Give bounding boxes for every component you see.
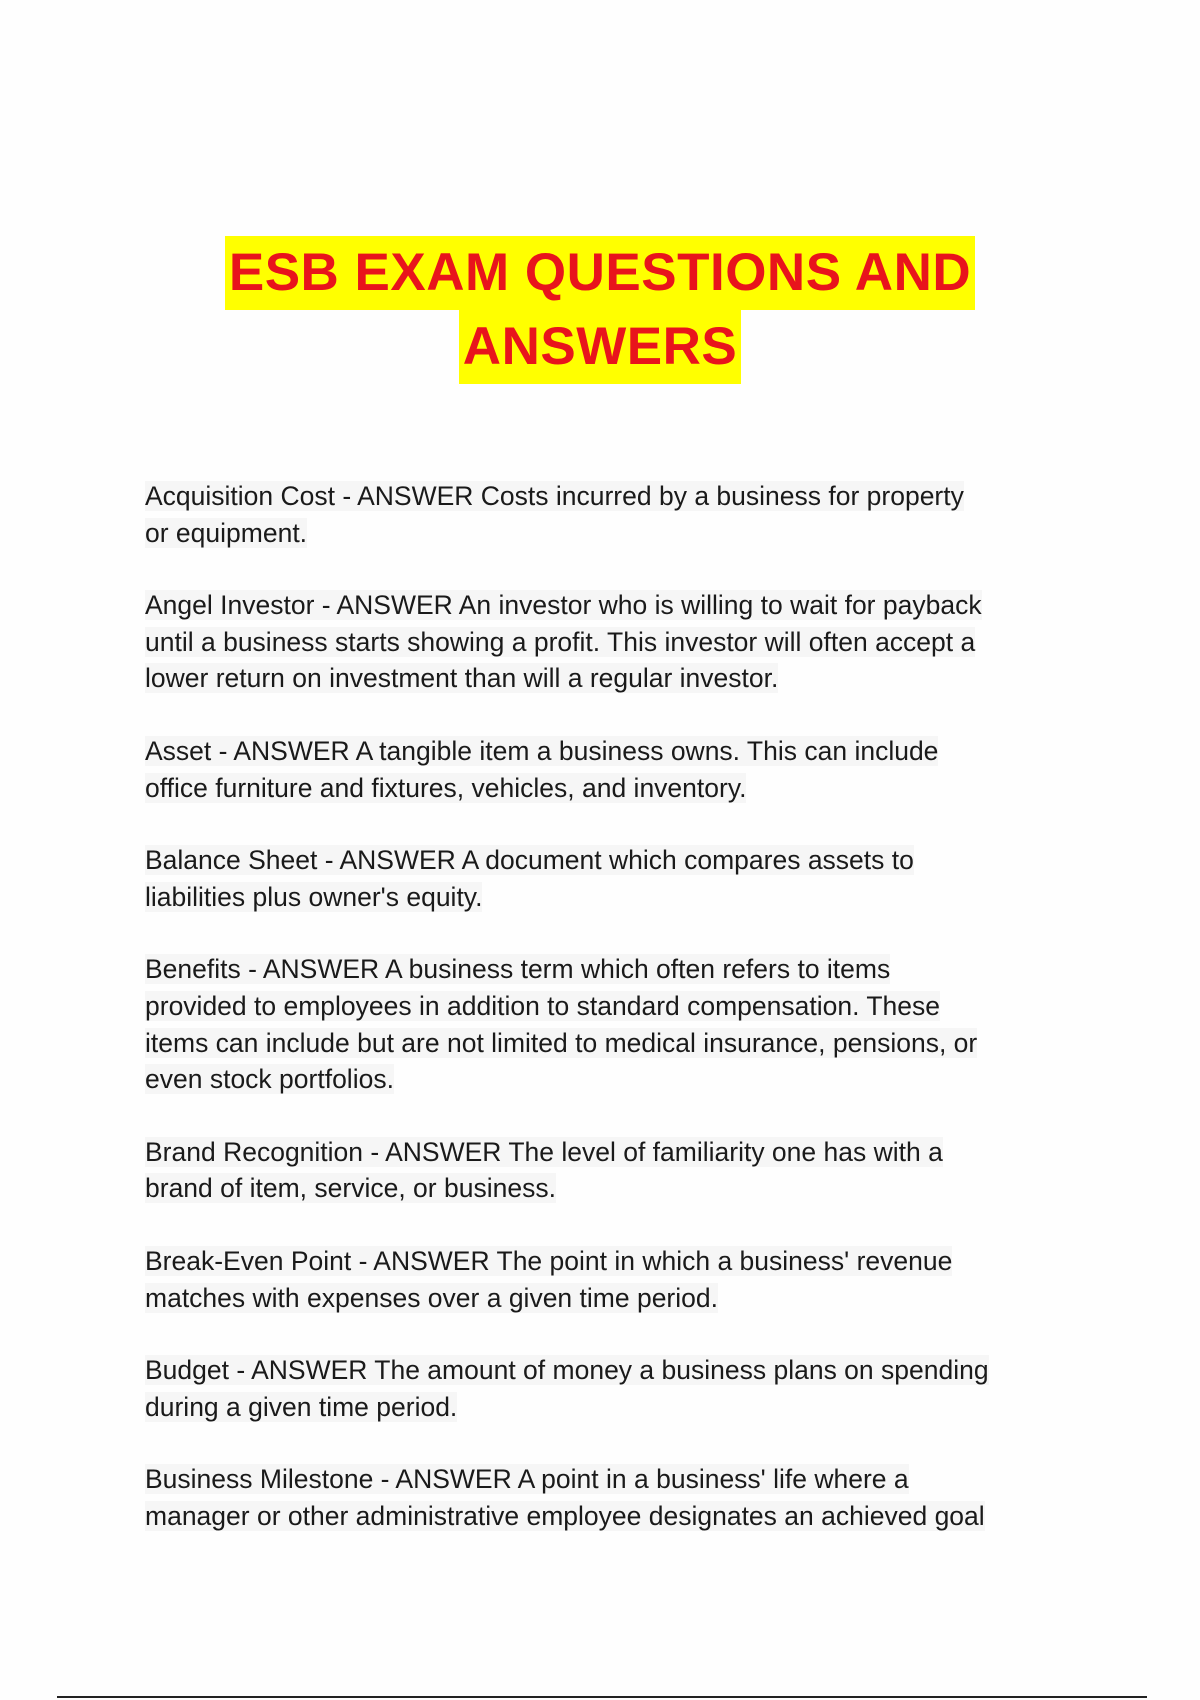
qa-entry-line — [145, 988, 1075, 1025]
qa-entry — [145, 1243, 1075, 1316]
qa-entry — [145, 1134, 1075, 1207]
qa-entry-text: Angel Investor - ANSWER An investor who is willing to wait for payback — [145, 590, 982, 621]
qa-entry — [145, 478, 1075, 551]
qa-entry-line — [145, 1352, 1075, 1389]
qa-entry-text: office furniture and fixtures, vehicles, and inventory. — [145, 772, 747, 803]
qa-entry-text: or equipment. — [145, 517, 308, 548]
title-line-1: ESB EXAM QUESTIONS AND — [225, 236, 975, 310]
qa-entry-line — [145, 1498, 1075, 1535]
qa-entry-text: provided to employees in addition to standard compensation. These — [145, 990, 941, 1021]
qa-entry-line — [145, 842, 1075, 879]
qa-entry — [145, 842, 1075, 915]
qa-entry-line — [145, 478, 1075, 515]
qa-entry-line — [145, 1461, 1075, 1498]
qa-entry-text: Asset - ANSWER A tangible item a business owns. This can include — [145, 735, 939, 766]
qa-entry-text: Balance Sheet - ANSWER A document which compares assets to — [145, 845, 914, 876]
qa-entry-line — [145, 733, 1075, 770]
qa-entry-line — [145, 951, 1075, 988]
qa-entry-line — [145, 587, 1075, 624]
qa-entry-text: until a business starts showing a profit. This investor will often accept a — [145, 626, 976, 657]
qa-entry-text: brand of item, service, or business. — [145, 1173, 556, 1204]
qa-entry-text: items can include but are not limited to medical insurance, pensions, or — [145, 1027, 978, 1058]
qa-entry-list — [145, 478, 1075, 1570]
qa-entry-line — [145, 1243, 1075, 1280]
qa-entry-text: manager or other administrative employee designates an achieved goal — [145, 1500, 985, 1531]
qa-entry-text: Benefits - ANSWER A business term which often refers to items — [145, 954, 891, 985]
qa-entry-text: Acquisition Cost - ANSWER Costs incurred by a business for property — [145, 481, 964, 511]
page-bottom-rule — [57, 1696, 1147, 1698]
qa-entry-line — [145, 879, 1075, 916]
qa-entry-line — [145, 1025, 1075, 1062]
document-title — [0, 236, 1200, 384]
qa-entry-line — [145, 1061, 1075, 1098]
qa-entry-text: liabilities plus owner's equity. — [145, 881, 483, 912]
qa-entry — [145, 1352, 1075, 1425]
qa-entry-text: matches with expenses over a given time period. — [145, 1282, 718, 1313]
title-line-2: ANSWERS — [459, 310, 741, 384]
qa-entry-line — [145, 1134, 1075, 1171]
qa-entry-line — [145, 770, 1075, 807]
qa-entry-line — [145, 660, 1075, 697]
qa-entry-text: Business Milestone - ANSWER A point in a business' life where a — [145, 1464, 909, 1495]
qa-entry-line — [145, 1389, 1075, 1426]
qa-entry-line — [145, 624, 1075, 661]
qa-entry — [145, 951, 1075, 1097]
qa-entry-text: Break-Even Point - ANSWER The point in which a business' revenue — [145, 1245, 953, 1276]
qa-entry-text: Brand Recognition - ANSWER The level of familiarity one has with a — [145, 1136, 943, 1167]
qa-entry-text: Budget - ANSWER The amount of money a business plans on spending — [145, 1355, 989, 1386]
qa-entry-line — [145, 1170, 1075, 1207]
qa-entry-text: during a given time period. — [145, 1391, 458, 1422]
qa-entry-line — [145, 1280, 1075, 1317]
qa-entry-text: even stock portfolios. — [145, 1064, 394, 1095]
qa-entry — [145, 587, 1075, 697]
qa-entry-line — [145, 515, 1075, 552]
qa-entry — [145, 1461, 1075, 1534]
qa-entry-text: lower return on investment than will a regular investor. — [145, 663, 779, 694]
qa-entry — [145, 733, 1075, 806]
